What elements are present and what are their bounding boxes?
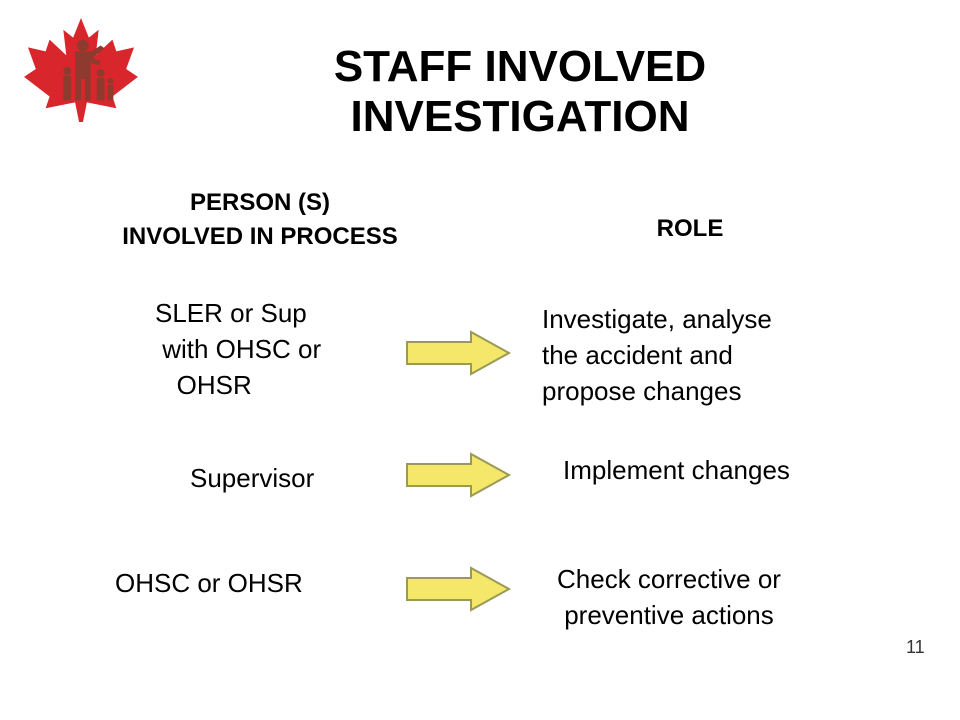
right-arrow-icon <box>405 566 511 612</box>
person-header-line-2: INVOLVED IN PROCESS <box>122 223 398 250</box>
role-cell-2: Implement changes <box>563 455 790 485</box>
role-cell-3: Check corrective or preventive actions <box>557 564 781 630</box>
person-cell-3: OHSC or OHSR <box>115 568 303 598</box>
role-cell-1: Investigate, analyse the accident and propose changes <box>542 304 772 406</box>
role-column-header: ROLE <box>656 215 724 242</box>
right-arrow-icon <box>405 330 511 376</box>
person-column-header <box>60 186 460 254</box>
page-title <box>250 42 790 142</box>
person-header-line-1: PERSON (S) <box>189 189 330 216</box>
person-cell-2: Supervisor <box>190 463 315 493</box>
page-number: 11 <box>906 637 925 657</box>
title-line-2: INVESTIGATION <box>350 92 690 141</box>
maple-leaf-logo-icon <box>22 16 140 124</box>
right-arrow-icon <box>405 452 511 498</box>
person-cell-1: SLER or Sup with OHSC or OHSR <box>155 298 322 400</box>
title-line-1: STAFF INVOLVED <box>333 42 707 91</box>
